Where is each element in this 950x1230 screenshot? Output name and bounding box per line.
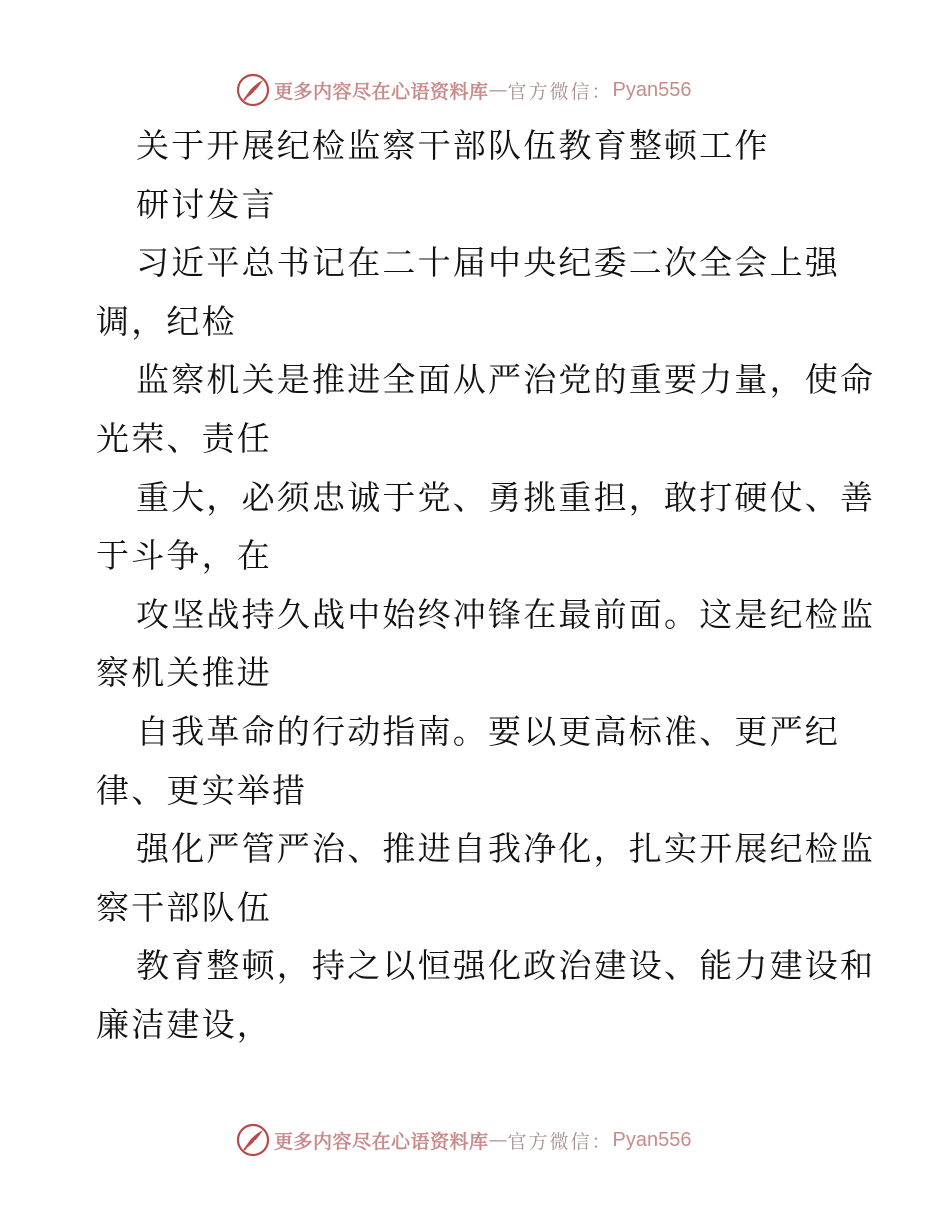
text-line: 习近平总书记在二十届中央纪委二次全会上强	[136, 243, 840, 283]
text-line: 强化严管严治、推进自我净化，扎实开展纪检监	[136, 829, 876, 869]
watermark-label: 官方微信：	[507, 80, 613, 103]
text-line: 廉洁建设，	[96, 1004, 272, 1044]
footer-watermark	[236, 1122, 756, 1158]
text-line: 重大，必须忠诚于党、勇挑重担，敢打硬仗、善	[136, 477, 876, 517]
watermark-main-text: 更多内容尽在心语资料库	[274, 80, 489, 103]
header-watermark	[236, 72, 756, 108]
watermark-handle: Pyan556	[612, 78, 692, 101]
text-line: 研讨发言	[136, 184, 277, 224]
quill-logo-icon	[236, 1123, 270, 1157]
text-line: 教育整顿，持之以恒强化政治建设、能力建设和	[136, 946, 876, 986]
text-line: 律、更实举措	[96, 770, 308, 810]
text-line: 调，纪检	[96, 301, 237, 341]
watermark-label: 官方微信：	[507, 1130, 613, 1153]
quill-logo-icon	[236, 73, 270, 107]
document-body	[96, 117, 876, 1055]
text-line: 监察机关是推进全面从严治党的重要力量，使命	[136, 360, 876, 400]
watermark-handle: Pyan556	[612, 1128, 692, 1151]
text-line: 于斗争，在	[96, 536, 272, 576]
watermark-separator: —	[488, 79, 508, 101]
text-line: 察机关推进	[96, 653, 272, 693]
text-line: 察干部队伍	[96, 887, 272, 927]
text-line: 光荣、责任	[96, 418, 272, 458]
watermark-separator: —	[488, 1129, 508, 1151]
text-line: 关于开展纪检监察干部队伍教育整顿工作	[136, 126, 770, 165]
text-line: 自我革命的行动指南。要以更高标准、更严纪	[136, 711, 840, 751]
text-line: 攻坚战持久战中始终冲锋在最前面。这是纪检监	[136, 594, 876, 634]
watermark-main-text: 更多内容尽在心语资料库	[274, 1130, 489, 1153]
